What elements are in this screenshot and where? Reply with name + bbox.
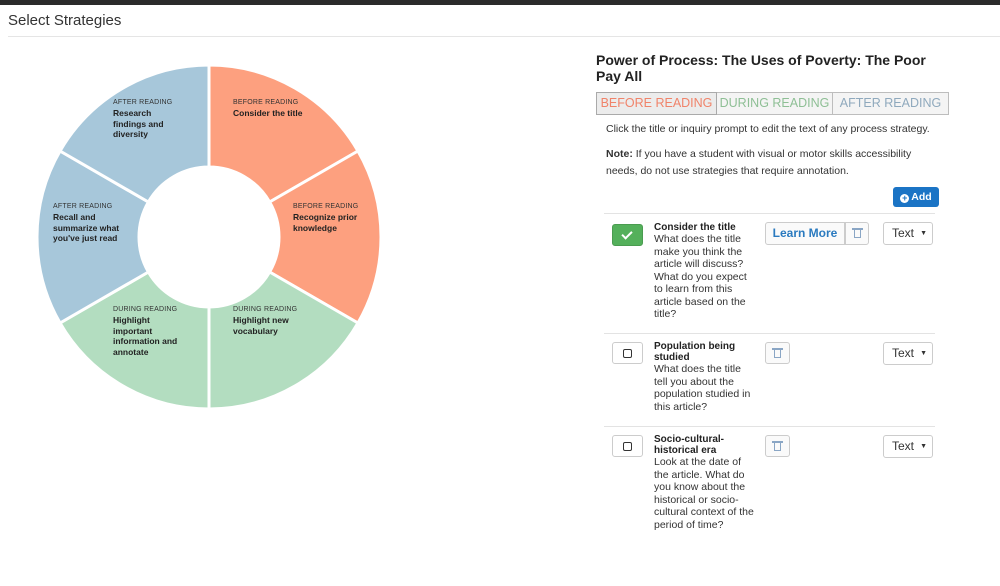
wheel-label-highlight-important-information: DURING READING Highlight important information and annotate: [113, 306, 178, 357]
trash-icon-body: [774, 350, 781, 358]
checkbox-icon: [623, 442, 632, 451]
strategy-title[interactable]: Population being studied: [654, 341, 736, 363]
strategy-text[interactable]: [654, 222, 754, 321]
delete-strategy-button[interactable]: [845, 222, 869, 245]
note-label: Note:: [606, 148, 633, 160]
wheel-label-consider-title: BEFORE READING Consider the title: [233, 99, 303, 118]
strategy-row: [604, 213, 935, 333]
strategy-row: [604, 426, 935, 586]
response-type-value: Text: [892, 439, 915, 453]
strategy-text[interactable]: [654, 434, 754, 531]
checkbox-icon: [623, 349, 632, 358]
strategy-prompt[interactable]: Look at the date of the article. What do you know about the historical or socio-cultural context of the period of time?: [654, 456, 754, 531]
caret-down-icon: ▼: [920, 350, 927, 357]
delete-strategy-button[interactable]: [765, 435, 790, 457]
strategy-title[interactable]: Consider the title: [654, 222, 736, 233]
strategy-checkbox[interactable]: [612, 342, 643, 364]
strategy-prompt[interactable]: What does the title tell you about the population studied in this article?: [654, 363, 751, 413]
accessibility-note: [606, 146, 941, 180]
phase-tabs: [596, 92, 949, 115]
header-divider: [8, 36, 1000, 37]
top-bar: [0, 0, 1000, 5]
response-type-select[interactable]: [883, 222, 933, 245]
response-type-value: Text: [892, 346, 915, 360]
strategy-panel: [596, 52, 956, 531]
strategy-title[interactable]: Socio-cultural-historical era: [654, 434, 725, 456]
strategy-wheel: [0, 40, 420, 440]
strategy-checkbox[interactable]: [612, 435, 643, 457]
tab-before-reading[interactable]: BEFORE READING: [596, 92, 717, 115]
wheel-label-recall-summarize: AFTER READING Recall and summarize what you've just read: [53, 203, 120, 243]
checkmark-icon: [621, 228, 632, 239]
note-text: If you have a student with visual or motor skills accessibility needs, do not use strategies that require annotation.: [606, 148, 912, 177]
response-type-select[interactable]: [883, 342, 933, 365]
strategy-checkbox[interactable]: [612, 224, 643, 246]
edit-instructions: Click the title or inquiry prompt to edit the text of any process strategy.: [606, 123, 930, 135]
tab-after-reading[interactable]: AFTER READING: [833, 92, 949, 115]
page-title: Select Strategies: [8, 12, 122, 29]
caret-down-icon: ▼: [920, 443, 927, 450]
plus-circle-icon: +: [902, 193, 908, 203]
trash-icon-body: [774, 443, 781, 451]
strategy-text[interactable]: [654, 341, 754, 413]
trash-icon-body: [854, 230, 861, 238]
add-button-label: Add: [911, 191, 932, 203]
strategy-row: [604, 333, 935, 426]
wheel-label-highlight-new-vocabulary: DURING READING Highlight new vocabulary: [233, 306, 298, 336]
response-type-select[interactable]: [883, 435, 933, 458]
wheel-label-recognize-prior-knowledge: BEFORE READING Recognize prior knowledge: [293, 203, 359, 233]
delete-strategy-button[interactable]: [765, 342, 790, 364]
wheel-label-research-findings: AFTER READING Research findings and diversity: [113, 99, 173, 139]
tab-during-reading[interactable]: DURING READING: [717, 92, 833, 115]
strategy-prompt[interactable]: What does the title make you think the article will discuss? What do you expect to learn from this article based on the title?: [654, 233, 747, 320]
panel-title: Power of Process: The Uses of Poverty: The Poor Pay All: [596, 52, 926, 84]
caret-down-icon: ▼: [920, 230, 927, 237]
learn-more-button[interactable]: Learn More: [765, 222, 845, 245]
response-type-value: Text: [892, 226, 915, 240]
add-strategy-button[interactable]: [893, 187, 939, 207]
